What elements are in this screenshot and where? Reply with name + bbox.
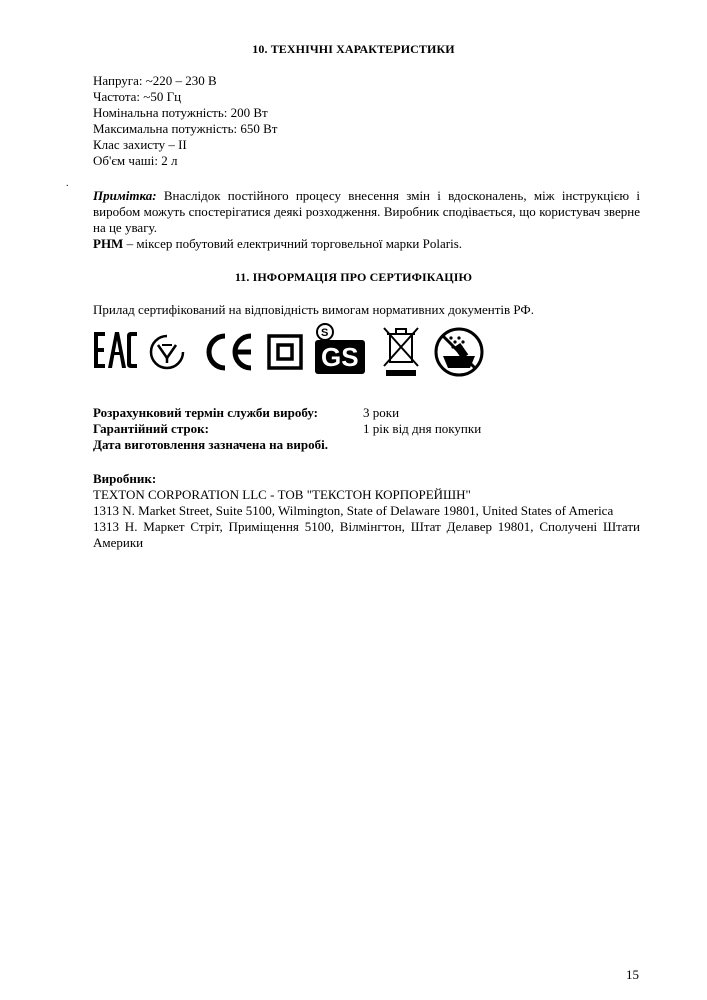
note-text: Внаслідок постійного процесу внесення змін і вдосконалень, між інструкцією і виробом можуть спостерігатися деякі розходження. Виробник сподівається, що користувач зверне на це увагу. <box>93 188 640 235</box>
warranty-label: Гарантійний строк: <box>93 421 209 436</box>
spec-protection-class: Клас захисту – II <box>93 137 187 152</box>
gs-text: GS <box>321 342 359 372</box>
service-life-value: 3 роки <box>363 405 400 420</box>
service-life-label: Розрахунковий термін служби виробу: <box>93 405 318 420</box>
spec-voltage: Напруга: ~220 – 230 В <box>93 73 217 88</box>
certification-intro: Прилад сертифікований на відповідність вимогам нормативних документів РФ. <box>93 302 534 317</box>
warranty-value: 1 рік від дня покупки <box>363 421 482 436</box>
page-number: 15 <box>626 967 639 982</box>
manufacturer-address-en: 1313 N. Market Street, Suite 5100, Wilmington, State of Delaware 19801, United States of America <box>93 503 614 518</box>
section-11-title: 11. ІНФОРМАЦІЯ ПРО СЕРТИФІКАЦІЮ <box>234 270 473 284</box>
note-paragraph <box>93 188 640 236</box>
ukrsepro-mark-icon <box>147 332 187 372</box>
ce-text: CE <box>201 319 222 336</box>
note-label: Примітка: <box>93 188 157 203</box>
manufacturer-block <box>93 471 640 551</box>
spec-bowl-volume: Об'єм чаші: 2 л <box>93 153 178 168</box>
class-ii-double-insulation-icon <box>267 334 303 370</box>
manufacturer-name: TEXTON CORPORATION LLC - ТОВ "ТЕКСТОН КОРПОРЕЙШН" <box>93 487 471 502</box>
weee-crossed-bin-icon <box>381 324 421 378</box>
eac-text: EAC <box>93 317 125 334</box>
spec-max-power: Максимальна потужність: 650 Вт <box>93 121 278 136</box>
note-block <box>93 188 640 252</box>
svg-text:S: S <box>321 327 329 339</box>
tech-specs-list <box>93 73 640 169</box>
spec-frequency: Частота: ~50 Гц <box>93 89 182 104</box>
rhm-text: – міксер побутовий електричний торговельної марки Polaris. <box>123 236 463 251</box>
certification-marks-row <box>93 318 653 378</box>
rhm-paragraph <box>93 236 640 252</box>
manufacturer-address-uk: 1313 Н. Маркет Стріт, Приміщення 5100, Вілмінгтон, Штат Делавер 19801, Сполучені Штати Америки <box>93 519 640 550</box>
gs-safety-mark-icon <box>313 322 369 376</box>
spec-rated-power: Номінальна потужність: 200 Вт <box>93 105 268 120</box>
no-dishwasher-icon <box>433 326 485 378</box>
eac-mark-icon <box>93 317 139 370</box>
manufacture-date-note: Дата виготовлення зазначена на виробі. <box>93 437 328 452</box>
rhm-label: РНМ <box>93 236 124 251</box>
manufacturer-label: Виробник: <box>93 471 157 486</box>
stray-dot: . <box>66 178 69 189</box>
section-10-title: 10. ТЕХНІЧНІ ХАРАКТЕРИСТИКИ <box>252 42 455 56</box>
ce-mark-icon <box>201 319 257 372</box>
